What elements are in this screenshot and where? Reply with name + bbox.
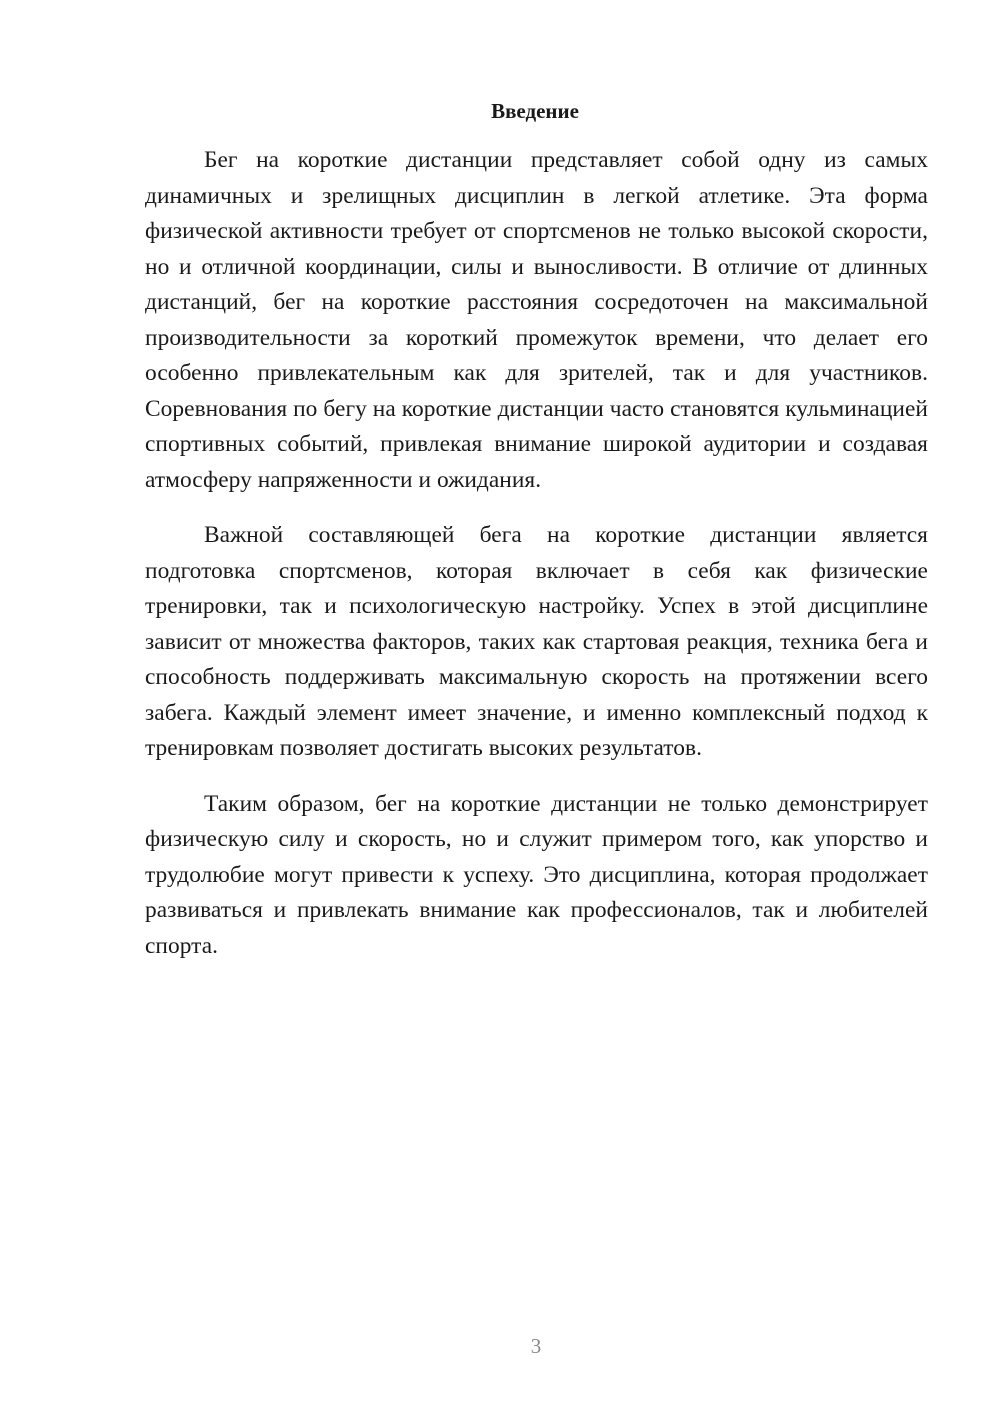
- document-body: [145, 143, 928, 964]
- page-title: Введение: [491, 99, 579, 123]
- paragraph-intro: Бег на короткие дистанции представляет собой одну из самых динамичных и зрелищных дисциплин в легкой атлетике. Эта форма физической активности требует от спортсменов не только высокой скорости, но и отличной координации, силы и выносливости. В отличие от длинных дистанций, бег на короткие расстояния сосредоточен на максимальной производительности за короткий промежуток времени, что делает его особенно привлекательным как для зрителей, так и для участников. Соревнования по бегу на короткие дистанции часто становятся кульминацией спортивных событий, привлекая внимание широкой аудитории и создавая атмосферу напряженности и ожидания.: [145, 147, 928, 493]
- paragraph-preparation: Важной составляющей бега на короткие дистанции является подготовка спортсменов, которая включает в себя как физические тренировки, так и психологическую настройку. Успех в этой дисциплине зависит от множества факторов, таких как стартовая реакция, техника бега и способность поддерживать максимальную скорость на протяжении всего забега. Каждый элемент имеет значение, и именно комплексный подход к тренировкам позволяет достигать высоких результатов.: [145, 522, 928, 761]
- page-number: 3: [530, 1334, 542, 1358]
- paragraph-conclusion: Таким образом, бег на короткие дистанции не только демонстрирует физическую силу и скорость, но и служит примером того, как упорство и трудолюбие могут привести к успеху. Это дисциплина, которая продолжает развиваться и привлекать внимание как профессионалов, так и любителей спорта.: [145, 790, 928, 959]
